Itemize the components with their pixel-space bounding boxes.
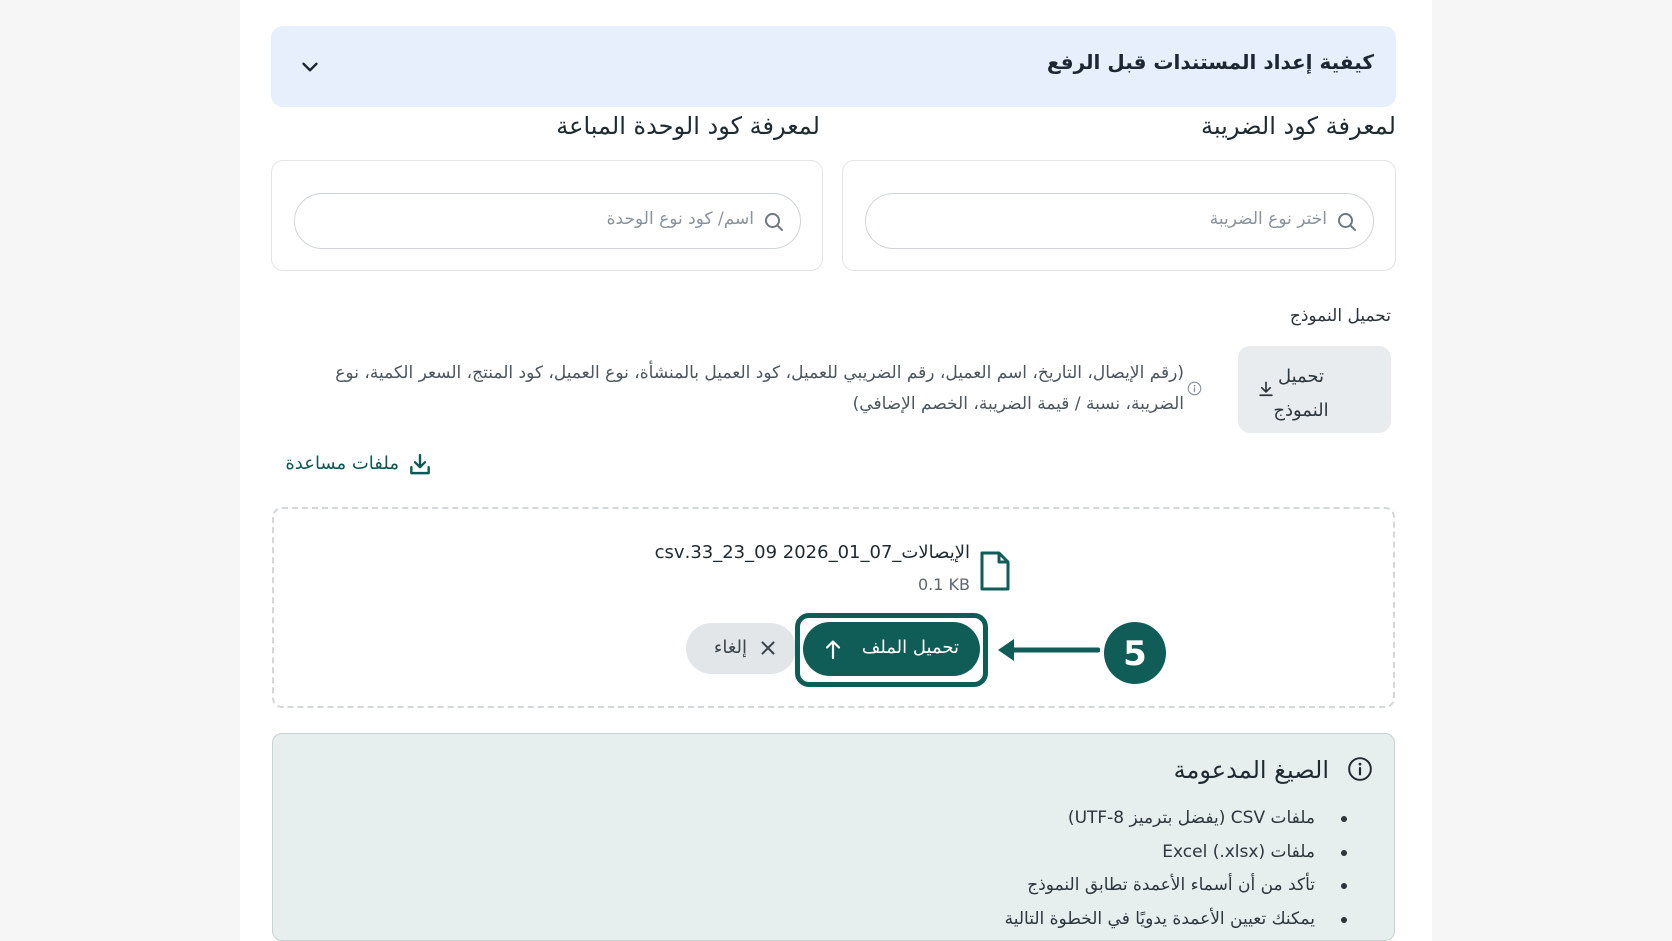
cancel-button[interactable]: [686, 623, 796, 674]
upload-arrow-icon: [823, 638, 843, 660]
download-template-button[interactable]: [1238, 346, 1391, 433]
cancel-label: إلغاء: [713, 637, 747, 658]
search-icon: [762, 210, 786, 234]
download-template-label: تحميل النموذج: [1273, 366, 1329, 421]
instructions-accordion[interactable]: [271, 26, 1396, 107]
download-icon: [407, 452, 433, 478]
formats-list: [1005, 802, 1315, 936]
chevron-down-icon[interactable]: [297, 54, 323, 80]
upload-file-button[interactable]: [803, 622, 980, 676]
tax-search-placeholder: اختر نوع الضريبة: [1209, 209, 1327, 229]
accordion-title: كيفية إعداد المستندات قبل الرفع: [1046, 50, 1374, 74]
tax-search-panel: [842, 160, 1396, 271]
download-icon: [1256, 379, 1276, 399]
list-item: يمكنك تعيين الأعمدة يدويًا في الخطوة التالية: [1005, 903, 1315, 937]
unit-search-placeholder: اسم/ كود نوع الوحدة: [606, 209, 754, 229]
template-download-label: تحميل النموذج: [1289, 306, 1391, 326]
formats-title: الصيغ المدعومة: [1173, 756, 1329, 784]
tax-code-heading: لمعرفة كود الضريبة: [1201, 112, 1396, 140]
list-item: ملفات CSV (يفضل بترميز UTF-8): [1005, 802, 1315, 836]
info-icon: [1347, 756, 1373, 782]
file-size: 0.1 KB: [918, 575, 970, 594]
search-icon: [1335, 210, 1359, 234]
info-icon: [1187, 381, 1202, 396]
unit-search-panel: [271, 160, 823, 271]
help-files-label: ملفات مساعدة: [285, 453, 399, 474]
close-icon: [757, 637, 779, 659]
supported-formats-panel: [272, 733, 1395, 941]
upload-file-label: تحميل الملف: [861, 637, 959, 658]
file-name: الإيصالات_07_01_2026 09_23_33.csv: [654, 542, 970, 563]
help-files-link[interactable]: [272, 450, 437, 480]
step-badge: [1104, 622, 1166, 684]
step-number: 5: [1123, 634, 1147, 674]
unit-code-heading: لمعرفة كود الوحدة المباعة: [556, 112, 820, 140]
tax-type-search-input[interactable]: [865, 193, 1374, 249]
template-columns-description: (رقم الإيصال، التاريخ، اسم العميل، رقم الضريبي للعميل، كود العميل بالمنشأة، نوع العميل، كود المنتج، السعر الكمية، نوع الضريبة، نسبة / قيمة الضريبة، الخصم الإضافي): [335, 363, 1184, 414]
list-item: تأكد من أن أسماء الأعمدة تطابق النموذج: [1005, 869, 1315, 903]
list-item: ملفات Excel (.xlsx): [1005, 836, 1315, 870]
unit-type-search-input[interactable]: [294, 193, 801, 249]
arrow-left-icon: [996, 635, 1100, 665]
file-icon: [978, 550, 1012, 592]
